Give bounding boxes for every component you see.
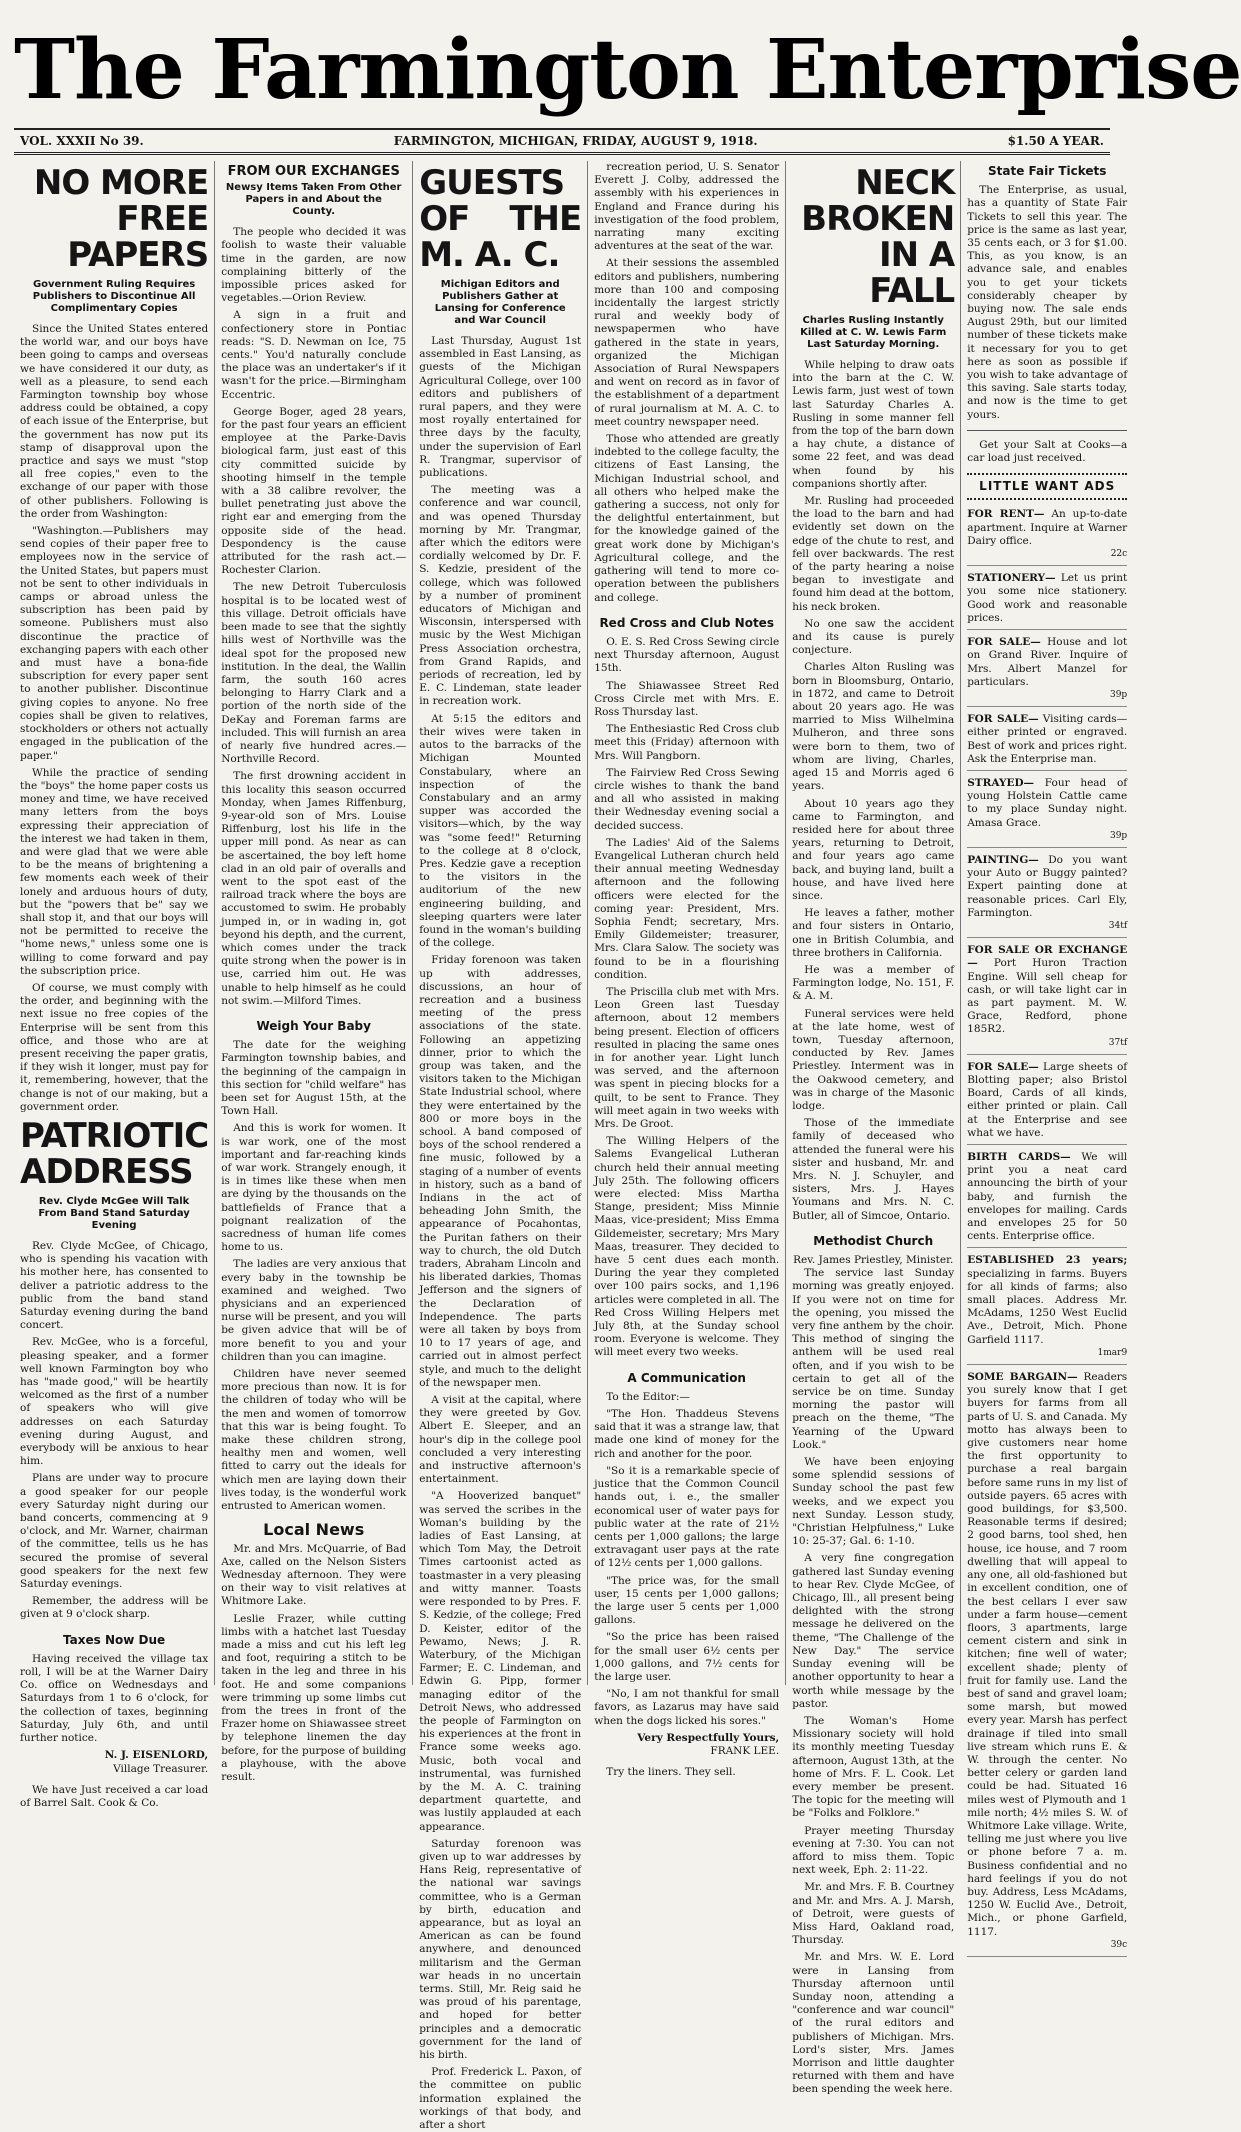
article-paragraph: The Willing Helpers of the Salems Evangelical Lutheran church held their annual meeting July 25th. The following officers were elected: Miss Martha Stange, president; Miss Minnie Maas, vice-president; Miss Emma Gildemeister, secretary; Mrs Mary Maas, treasurer. They decided to have 5 cent dues each month. During the year they completed over 100 pairs socks, and 1,196 articles were completed in all. The Red Cross Willing Helpers met July 8th, at the Sunday school room. Everyone is welcome. They will meet every two weeks. [594,1135,780,1359]
article-paragraph: Rev. Clyde McGee, of Chicago, who is spending his vacation with his mother here, has consented to deliver a patriotic address to the public from the band stand Saturday evening during the band concert. [20,1239,209,1332]
classified-ad: STRAYED— Four head of young Holstein Cattle came to my place Sunday night. Amasa Grace. 39p [967,777,1127,848]
column-1 [14,161,215,1809]
article-paragraph: A visit at the capital, where they were greeted by Gov. Albert E. Sleeper, and an hour's dip in the college pool concluded a very interesting and instructive afternoon's entertainment. [419,1394,582,1486]
article-paragraph: A sign in a fruit and confectionery store in Pontiac reads: "S. D. Newman on Ice, 75 cents." You'd naturally conclude the place was an undertaker's if it wasn't for the price.—Birmingham Eccentric. [221,309,407,401]
article-paragraph: The Priscilla club met with Mrs. Leon Green last Tuesday afternoon, about 12 members being present. Election of officers resulted in placing the same ones in for another year. Light lunch was served, and the afternoon was spent in piecing blocks for a quilt, to be sent to France. They will meet again in two weeks with Mrs. De Groot. [594,985,780,1131]
place-date: FARMINGTON, MICHIGAN, FRIDAY, AUGUST 9, 1918. [393,134,758,148]
signature-title: Village Treasurer. [113,1762,209,1775]
divider [967,430,1127,431]
article-paragraph: Prayer meeting Thursday evening at 7:30. You can not afford to miss them. Topic next week, Eph. 2: 11-22. [792,1824,955,1877]
article-paragraph: Prof. Frederick L. Paxon, of the committee on public information explained the workings of that body, and after a short [419,2066,582,2132]
article-paragraph: We have been enjoying some splendid sessions of Sunday school the past few weeks, and we expect you next Sunday. Lesson study, "Christian Helpfulness," Luke 10: 25-37; Gal. 6: 1-10. [792,1456,955,1548]
article-paragraph: "So the price has been raised for the small user 6½ cents per 1,000 gallons, and 7½ cents for the large user. [594,1631,780,1683]
subscription-price: $1.50 A YEAR. [1007,134,1104,148]
masthead-title: The Farmington Enterprise [14,22,1241,118]
article-paragraph: Having received the village tax roll, I will be at the Warner Dairy Co. office on Wednesdays and Saturdays from 1 to 6 o'clock, for the collection of taxes, beginning Saturday, July 6th, and until further notice. [20,1652,209,1745]
article-paragraph: The first drowning accident in this locality this season occurred Monday, when James Riffenburg, 9-year-old son of Mrs. Louise Riffenburg, lost his life in the upper mill pond. As near as can be ascertained, the boy left home clad in an old pair of overalls and went to the spot east of the railroad track where the boys are accustomed to swim. He probably jumped in, or in wading in, got beyond his depth, and the current, which comes under the track quite strong when the power is in use, carried him out. He was unable to help himself as he could not swim.—Milford Times. [221,770,407,1007]
article-paragraph: No one saw the accident and its cause is purely conjecture. [792,617,955,657]
classified-ad: SOME BARGAIN— Readers you surely know that I get buyers for farms from all parts of U. S. and Canada. My motto has always been to give customers near home the first opportunity to purchase a real bargain before same runs in my list of outside payers. 65 acres with good buildings, for $3,500. Reasonable terms if desired; 2 good barns, tool shed, hen house, ice house, and 7 room dwelling that will appeal to any one, all old-fashioned but in excellent condition, one of the best cellars I ever saw under a farm house—cement floors, 3 apartments, large cement cistern and sink in kitchen; fine well of water; excellent shade; plenty of fruit for family use. Land the best of sand and gravel loam; some marsh, but mowed every year. Marsh has perfect drainage if tiled into small live stream which runs E. & W. through the center. No better celery or garden land could be had. Situated 16 miles west of Plymouth and 1 mile north; 4½ miles S. W. of Whitmore Lake village. Write, telling me just where you live or phone before 7 a. m. Business confidential and no hard feelings if you do not buy. Address, Less McAdams, 1250 W. Euclid Ave., Detroit, Mich., or phone Garfield, 1117. 39c [967,1371,1127,1957]
article-paragraph: We have Just received a car load of Barrel Salt. Cook & Co. [20,1783,209,1809]
article-paragraph: Of course, we must comply with the order, and beginning with the next issue no free copies of the Enterprise will be sent from this office, and those who are at present receiving the paper gratis, if they wish it longer, must pay for it, remembering, however, that the change is not of our making, but a government order. [20,981,209,1113]
columns [14,161,1128,2132]
article-paragraph: The meeting was a conference and war council, and was opened Thursday morning by Mr. Trangmar, after which the editors were cordially welcomed by Dr. F. S. Kedzie, president of the college, which was followed by a number of prominent educators of Michigan and Wisconsin, interspersed with music by the West Michigan Press Association orchestra, from Grand Rapids, and periods of recreation, led by E. C. Lindeman, state leader in recreation work. [419,484,582,708]
article-paragraph: The Woman's Home Missionary society will hold its monthly meeting Tuesday afternoon, August 13th, at the home of Mrs. F. L. Cook. Let every member be present. The topic for the meeting will be "Folks and Folklore." [792,1714,955,1820]
column-5 [786,161,961,2096]
volume-number: VOL. XXXII No 39. [20,134,144,148]
article-paragraph: "Washington.—Publishers may send copies of their paper free to employees now in the service of the United States, but papers must not be sent to other individuals in camps or abroad unless the subscription has been paid by someone. Publishers must also discontinue the practice of exchanging papers with each other and must have a bona-fide subscription for every paper sent to another publisher. Discontinue giving copies to anyone. No free copies shall be given to relatives, stockholders or others not actually engaged in the publication of the paper." [20,525,209,762]
article-paragraph: "No, I am not thankful for small favors, as Lazarus may have said when the dogs licked his sores." [594,1688,780,1727]
dateline-bar [14,128,1110,155]
article-paragraph: Those who attended are greatly indebted to the college faculty, the citizens of East Lansing, the Michigan Industrial school, and all others who helped make the gathering a success, not only for the delightful entertainment, but for the knowledge gained of the great work done by Michigan's Agricultural college, and the gathering will tend to more co-operation between the publishers and college. [594,433,780,604]
article-paragraph: The Enthesiastic Red Cross club meet this (Friday) afternoon with Mrs. Will Pangborn. [594,723,780,762]
article-paragraph: Remember, the address will be given at 9 o'clock sharp. [20,1595,209,1621]
article-paragraph: Charles Alton Rusling was born in Bloomsburg, Ontario, in 1872, and came to Detroit about 20 years ago. He was married to Miss Wilhelmina Mulheron, and three sons were born to them, two of whom are living, Charles, aged 15 and Morris aged 6 years. [792,661,955,793]
article-paragraph: Mr. and Mrs. W. E. Lord were in Lansing from Thursday afternoon until Sunday noon, attending a "conference and war council" of the rural editors and publishers of Michigan. Mrs. Lord's sister, Mrs. James Morrison and little daughter returned with them and have been spending the week here. [792,1951,955,2096]
article-paragraph: At 5:15 the editors and their wives were taken in autos to the barracks of the Michigan Mounted Constabulary, where an inspection of the Constabulary and an army supper was accorded the visitors—which, by the way was "some feed!" Returning to the college at 8 o'clock, Pres. Kedzie gave a reception to the visitors in the auditorium of the new engineering building, and sleeping quarters were later found in the woman's building of the college. [419,712,582,950]
column-3 [413,161,588,2132]
article-paragraph: Mr. and Mrs. McQuarrie, of Bad Axe, called on the Nelson Sisters Wednesday afternoon. They were on their way to visit relatives at Whitmore Lake. [221,1542,407,1608]
subhead-editors-gather: Michigan Editors and Publishers Gather at Lansing for Conference and War Council [434,279,566,326]
subhead-rusling-killed: Charles Rusling Instantly Killed at C. W. Lewis Farm Last Saturday Morning. [800,315,947,350]
article-paragraph: George Boger, aged 28 years, for the past four years an efficient employee at the Parke-Davis biological farm, just east of this city committed suicide by shooting himself in the temple with a 38 calibre revolver, the bullet penetrating just above the right ear and emerging from the opposite side of the head. Despondency is the cause attributed for the rash act.—Rochester Clarion. [221,405,407,577]
article-paragraph: At their sessions the assembled editors and publishers, numbering more than 100 and composing incidentally the largest strictly rural and weekly body of newspapermen who have gathered in the state in years, organized the Michigan Association of Rural Newspapers and went on record as in favor of the establishment of a department of rural journalism at M. A. C. to meet country newspaper need. [594,257,780,428]
headline-from-our-exchanges: FROM OUR EXCHANGES [227,164,400,179]
column-6 [961,161,1133,1950]
article-paragraph: The Ladies' Aid of the Salems Evangelical Lutheran church held their annual meeting Wednesday afternoon and the following officers were elected for the coming year: President, Mrs. Sophia Fendt; secretary, Mrs. Emily Gildemeister; treasurer, Mrs. Clara Salow. The society was found to be in a flourishing condition. [594,836,780,981]
article-paragraph: Friday forenoon was taken up with addresses, discussions, an hour of recreation and a business meeting of the press associations of the state. Following an appetizing dinner, prior to which the group was taken, and the visitors taken to the Michigan State Industrial school, where they were entertained by the 800 or more boys in the school. A band composed of boys of the school rendered a fine music, followed by a staging of a number of events in history, such as a band of Indians in the act of beheading John Smith, the appearance of Pocahontas, the Puritan fathers on their way to church, the old Dutch traders, Abraham Lincoln and his liberated darkies, Thomas Jefferson and the signers of the Declaration of Independence. The parts were all taken by boys from 10 to 17 years of age, and carried out in almost perfect style, and much to the delight of the newspaper men. [419,954,582,1389]
classified-ad: PAINTING— Do you want your Auto or Buggy painted? Expert painting done at reasonable prices. Carl Ely, Farmington. 34tf [967,854,1127,938]
article-paragraph: recreation period, U. S. Senator Everett J. Colby, addressed the assembly with his experiences in England and France during his investigation of the food problem, narrating many exciting adventures at the seat of the war. [594,161,780,253]
article-paragraph: A very fine congregation gathered last Sunday evening to hear Rev. Clyde McGee, of Chicago, Ill., all present being delighted with the strong message he delivered on the theme, "The Challenge of the New Day." The service Sunday evening will be another opportunity to hear a worth while message by the pastor. [792,1552,955,1710]
article-paragraph: While the practice of sending the "boys" the home paper costs us money and time, we have received many letters from the boys expressing their appreciation of the interest we had taken in them, and were glad that we were able to be the means of brightening a few moments each week of their lonely and arduous hours of duty, but the "powers that be" say we shall stop it, and that our boys will not be permitted to receive the "home news," unless some one is willing to come forward and pay the subscription price. [20,766,209,977]
headline-red-cross-notes: Red Cross and Club Notes [599,615,774,630]
headline-patriotic-address: PATRIOTIC ADDRESS [20,1115,209,1192]
article-paragraph: Leslie Frazer, while cutting limbs with a hatchet last Tuesday made a miss and cut his left leg and foot, requiring a stitch to be taken in the leg and three in his foot. He and some companions were trimming up some limbs cut from the trees in front of the Frazer home on Shiawassee street by telephone linemen the day before, for the purpose of building a playhouse, with the above result. [221,1612,407,1783]
classified-ad: FOR SALE— House and lot on Grand River. Inquire of Mrs. Albert Manzel for particulars. 39p [967,636,1127,707]
little-want-ads-banner: LITTLE WANT ADS [967,473,1127,500]
article-paragraph: "A Hooverized banquet" was served the scribes in the Woman's building by the ladies of East Lansing, at which Tom May, the Detroit Times cartoonist acted as toastmaster in a very pleasing and witty manner. Toasts were responded to by Pres. F. S. Kedzie, of the college; Fred D. Keister, editor of the Pewamo, News; J. R. Waterbury, of the Michigan Farmer; E. C. Lindeman, and Edwin G. Pipp, former managing editor of the Detroit News, who addressed the people of Farmington on his experiences at the front in France some weeks ago. Music, both vocal and instrumental, was furnished by the M. A. C. training department quartette, and was lustily applauded at each appearance. [419,1490,582,1833]
column-4 [588,161,786,1779]
article-paragraph: He leaves a father, mother and four sisters in Ontario, one in British Columbia, and three brothers in California. [792,907,955,959]
signature-name: N. J. EISENLORD, [104,1749,209,1762]
article-paragraph: "So it is a remarkable specie of justice that the Common Council hands out, i. e., the smaller economical user of water pays for public water at the rate of 21½ cents per 1,000 gallons; the large extravagant user pays at the rate of 12½ cents per 1,000 gallons. [594,1464,780,1570]
letter-signature: FRANK LEE. [710,1744,780,1757]
column-2 [215,161,413,1783]
article-paragraph: Saturday forenoon was given up to war addresses by Hans Reig, representative of the national war savings committee, who is a German by birth, education and appearance, but as loyal an American as can be found anywhere, and denounced militarism and the German war heads in no uncertain terms. Still, Mr. Reig said he was proud of his parentage, and hoped for better principles and a democratic government for the land of his birth. [419,1837,582,2061]
minister-line: Rev. James Priestley, Minister. [793,1254,954,1266]
article-paragraph: While helping to draw oats into the barn at the C. W. Lewis farm, just west of town last Saturday Charles A. Rusling in some manner fell from the top of the barn down a hay chute, a distance of some 22 feet, and was dead when found by his companions shortly after. [792,359,955,490]
headline-taxes-now-due: Taxes Now Due [63,1632,166,1647]
article-paragraph: The new Detroit Tuberculosis hospital is to be located west of this village. Detroit officials have been made to see that the sightly hills west of Northville was the ideal spot for the proposed new institution. In the deal, the Wallin farm, the south 160 acres belonging to Harry Clark and a portion of the north side of the DeKay and Foreman farms are included. This will furnish an area of nearly five hundred acres.—Northville Record. [221,581,407,766]
headline-state-fair-tickets: State Fair Tickets [987,164,1107,178]
article-paragraph: He was a member of Farmington lodge, No. 151, F. & A. M. [792,963,955,1003]
headline-methodist-church: Methodist Church [813,1233,934,1248]
article-paragraph: The people who decided it was foolish to waste their valuable time in the garden, are now complaining bitterly of the impossible prices asked for vegetables.—Orion Review. [221,226,407,305]
subhead-patriotic-address: Rev. Clyde McGee Will Talk From Band Stand Saturday Evening [38,1195,190,1231]
article-paragraph: The ladies are very anxious that every baby in the township be examined and weighed. Two physicians and an experienced nurse will be present, and you will be given advice that will be of more benefit to you and your children than you can imagine. [221,1258,407,1363]
headline-no-more-free-papers: NO MORE FREE PAPERS [33,163,209,275]
article-paragraph: "The Hon. Thaddeus Stevens said that it was a strange law, that made one kind of money for the rich and another for the poor. [594,1408,780,1460]
article-paragraph: Mr. Rusling had proceeded the load to the barn and had evidently set down on the edge of the chute to rest, and fell over backwards. The rest of the party hearing a noise began to investigate and found him dead at the bottom, his neck broken. [792,495,955,613]
article-paragraph: Children have never seemed more precious than now. It is for the children of today who will be the men and women of tomorrow that this war is being fought. To make these children strong, healthy men and women, well fitted to carry out the ideals for which men are laying down their lives today, is the wonderful work entrusted to American women. [221,1368,407,1513]
article-paragraph: The Enterprise, as usual, has a quantity of State Fair Tickets to sell this year. The price is the same as last year, 35 cents each, or 3 for $1.00. This, as you know, is an advance sale, and enables you to get your tickets considerably cheaper by buying now. The sale ends August 29th, but our limited number of these tickets make it necessary for you to get here as soon as possible if you wish to take advantage of this saving. Sale starts today, and now is the time to get yours. [967,184,1128,421]
headline-guests-of-mac: GUESTS OF THE M. A. C. [419,163,582,275]
article-paragraph: Get your Salt at Cooks—a car load just received. [967,438,1128,465]
classified-ad: STATIONERY— Let us print you some nice stationery. Good work and reasonable prices. [967,572,1127,630]
classified-ad: BIRTH CARDS— We will print you a neat card announcing the birth of your baby, and furnish the envelopes for mailing. Cards and envelopes 25 for 50 cents. Enterprise office. [967,1151,1127,1248]
article-paragraph: The date for the weighing Farmington township babies, and the beginning of the campaign in this section for "child welfare" has been set for August 15th, at the Town Hall. [221,1039,407,1118]
article-paragraph: Funeral services were held at the late home, west of town, Tuesday afternoon, conducted by Rev. James Priestley. Interment was in the Oakwood cemetery, and was in charge of the Masonic lodge. [792,1007,955,1112]
classified-ad: ESTABLISHED 23 years; specializing in farms. Buyers for all kinds of farms; also small places. Address Mr. McAdams, 1250 West Euclid Ave., Detroit, Mich. Phone Garfield 1117. 1mar9 [967,1254,1127,1365]
headline-a-communication: A Communication [627,1370,746,1385]
article-paragraph: The Fairview Red Cross Sewing circle wishes to thank the band and all who assisted in making their Wednesday evening social a decided success. [594,766,780,832]
article-paragraph: O. E. S. Red Cross Sewing circle next Thursday afternoon, August 15th. [594,635,780,675]
article-paragraph: Mr. and Mrs. F. B. Courtney and Mr. and Mrs. A. J. Marsh, of Detroit, were guests of Miss Hard, Oakland road, Thursday. [792,1881,955,1947]
article-paragraph: The Shiawassee Street Red Cross Circle met with Mrs. E. Ross Thursday last. [594,679,780,718]
article-paragraph: Rev. McGee, who is a forceful, pleasing speaker, and a former well known Farmington boy who has "made good," will be heartily welcomed as the first of a number of speakers who will give addresses on each Saturday evening during August, and everybody will be anxious to hear him. [20,1336,209,1468]
article-paragraph: Those of the immediate family of deceased who attended the funeral were his sister and husband, Mr. and Mrs. N. J. Schuyler, and sisters, Mrs. J. Hayes Youmans and Mrs. N. C. Butler, all of Simcoe, Ontario. [792,1117,955,1222]
subhead-free-papers: Government Ruling Requires Publishers to Discontinue All Complimentary Copies [32,279,196,314]
subhead-exchanges: Newsy Items Taken From Other Papers in and About the County. [225,182,402,218]
article-paragraph: "The price was, for the small user, 15 cents per 1,000 gallons; the large user 5 cents per 1,000 gallons. [594,1574,780,1627]
classified-ad: FOR SALE OR EXCHANGE— Port Huron Traction Engine. Will sell cheap for cash, or will take light car in as part payment. M. W. Grace, Redford, phone 185R2. 37tf [967,944,1127,1055]
headline-weigh-your-baby: Weigh Your Baby [256,1018,371,1033]
classified-ad: FOR SALE— Large sheets of Blotting paper; also Bristol Board, Cards of all kinds, either printed or plain. Call at the Enterprise and see what we have. [967,1061,1127,1145]
article-paragraph: The service last Sunday morning was greatly enjoyed. If you were not on time for the opening, you missed the very fine anthem by the choir. This method of singing the anthem will be used real often, and if you wish to be certain to get all of the service be on time. Sunday morning the pastor will preach on the theme, "The Yearning of the Upward Look." [792,1267,955,1451]
article-paragraph: Plans are under way to procure a good speaker for our people every Saturday night during our band concerts, commencing at 9 o'clock, and Mr. Warner, chairman of the committee, tells us he has secured the promise of several good speakers for the next few Saturday evenings. [20,1472,209,1591]
article-paragraph: And this is work for women. It is war work, one of the most important and far-reaching kinds of war work. Strangely enough, it is in times like these when men are dying by the thousands on the battlefields of France that a poignant realization of the sacredness of human life comes home to us. [221,1122,407,1254]
article-paragraph: To the Editor:— [606,1390,690,1403]
letter-closing: Very Respectfully Yours, [637,1731,780,1744]
article-paragraph: Try the liners. They sell. [606,1766,736,1779]
classified-ad: FOR RENT— An up-to-date apartment. Inquire at Warner Dairy office. 22c [967,508,1127,566]
article-paragraph: About 10 years ago they came to Farmington, and resided here for about three years, returning to Detroit, and four years ago came back, and buying land, built a house, and have lived here since. [792,797,955,902]
classified-ad: FOR SALE— Visiting cards—either printed or engraved. Best of work and prices right. Ask the Enterprise man. [967,713,1127,771]
article-paragraph: Since the United States entered the world war, and our boys have been going to camps and overseas we have considered it our duty, as well as a pleasure, to send each Farmington township boy whose address could be obtained, a copy of each issue of the Enterprise, but the government has now put its stamp of disapproval upon the practice and says we must "stop all free copies," even to the exchange of our paper with those of other publishers. Following is the order from Washington: [20,323,209,520]
article-paragraph: Last Thursday, August 1st assembled in East Lansing, as guests of the Michigan Agricultural College, over 100 editors and publishers of rural papers, and they were most royally entertained for three days by the faculty, under the supervision of Earl R. Trangmar, supervisor of publications. [419,335,582,480]
headline-neck-broken: NECK BROKEN IN A FALL [801,163,955,311]
headline-local-news: Local News [263,1520,365,1540]
